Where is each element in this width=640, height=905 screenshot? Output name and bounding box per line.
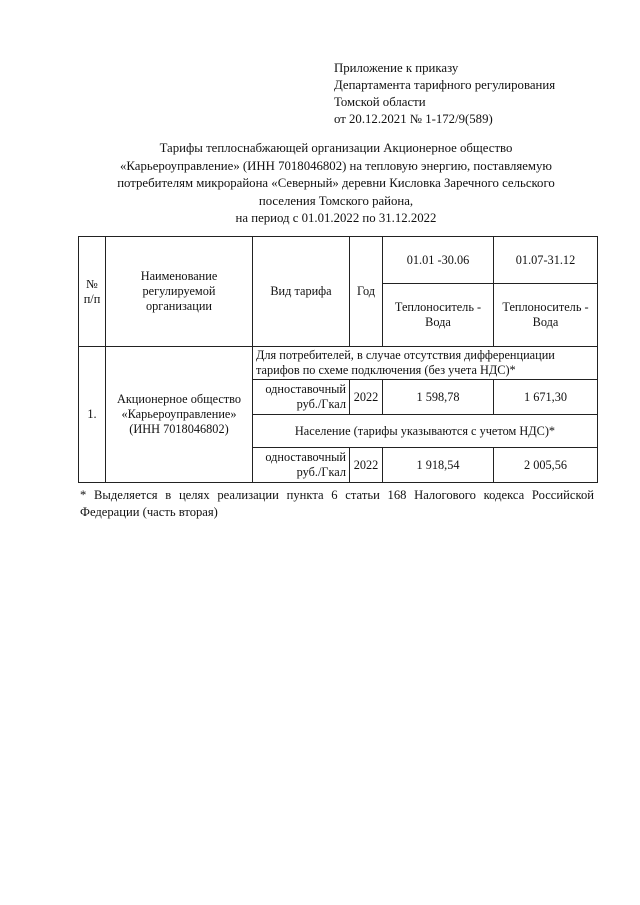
document-title [80, 140, 592, 228]
header-tariff-type: Вид тарифа [253, 237, 350, 347]
header-year: Год [350, 237, 383, 347]
header-line: от 20.12.2021 № 1-172/9(589) [334, 112, 493, 126]
table-header-row [79, 237, 598, 284]
header-carrier-second: Теплоноситель - Вода [494, 284, 598, 347]
tariff-value-cell: 2 005,56 [494, 448, 598, 483]
title-line: на период с 01.01.2022 по 31.12.2022 [235, 211, 437, 226]
tariff-type-cell: одноставочный руб./Гкал [253, 380, 350, 415]
organization-name: Акционерное общество «Карьероуправление» (ИНН 7018046802) [106, 347, 253, 483]
header-carrier-first: Теплоноситель - Вода [383, 284, 494, 347]
header-line: Томской области [334, 95, 426, 109]
section-without-vat: Для потребителей, в случае отсутствия дифференциации тарифов по схеме подключения (без учета НДС)* [253, 347, 598, 380]
header-line: Приложение к приказу [334, 61, 459, 75]
header-period-second-half: 01.07-31.12 [494, 237, 598, 284]
header-number: № п/п [79, 237, 106, 347]
title-line: потребителям микрорайона «Северный» деревни Кисловка Заречного сельского [117, 176, 555, 191]
tariff-value-cell: 1 671,30 [494, 380, 598, 415]
header-organization: Наименование регулируемой организации [106, 237, 253, 347]
row-number: 1. [79, 347, 106, 483]
title-line: поселения Томского района, [258, 193, 414, 208]
table-row [79, 347, 598, 380]
title-line: Тарифы теплоснабжающей организации Акционерное общество [159, 141, 513, 155]
title-line: «Карьероуправление» (ИНН 7018046802) на тепловую энергию, поставляемую [120, 158, 552, 173]
header-line: Департамента тарифного регулирования [334, 78, 556, 92]
tariff-table [78, 236, 598, 483]
section-population: Население (тарифы указываются с учетом НДС)* [253, 415, 598, 448]
tariff-value-cell: 1 598,78 [383, 380, 494, 415]
order-appendix-header [334, 60, 634, 128]
tariff-type-cell: одноставочный руб./Гкал [253, 448, 350, 483]
year-cell: 2022 [350, 380, 383, 415]
tariff-value-cell: 1 918,54 [383, 448, 494, 483]
year-cell: 2022 [350, 448, 383, 483]
header-period-first-half: 01.01 -30.06 [383, 237, 494, 284]
footnote: * Выделяется в целях реализации пункта 6 статьи 168 Налогового кодекса Российской Федерации (часть вторая) [80, 488, 594, 519]
